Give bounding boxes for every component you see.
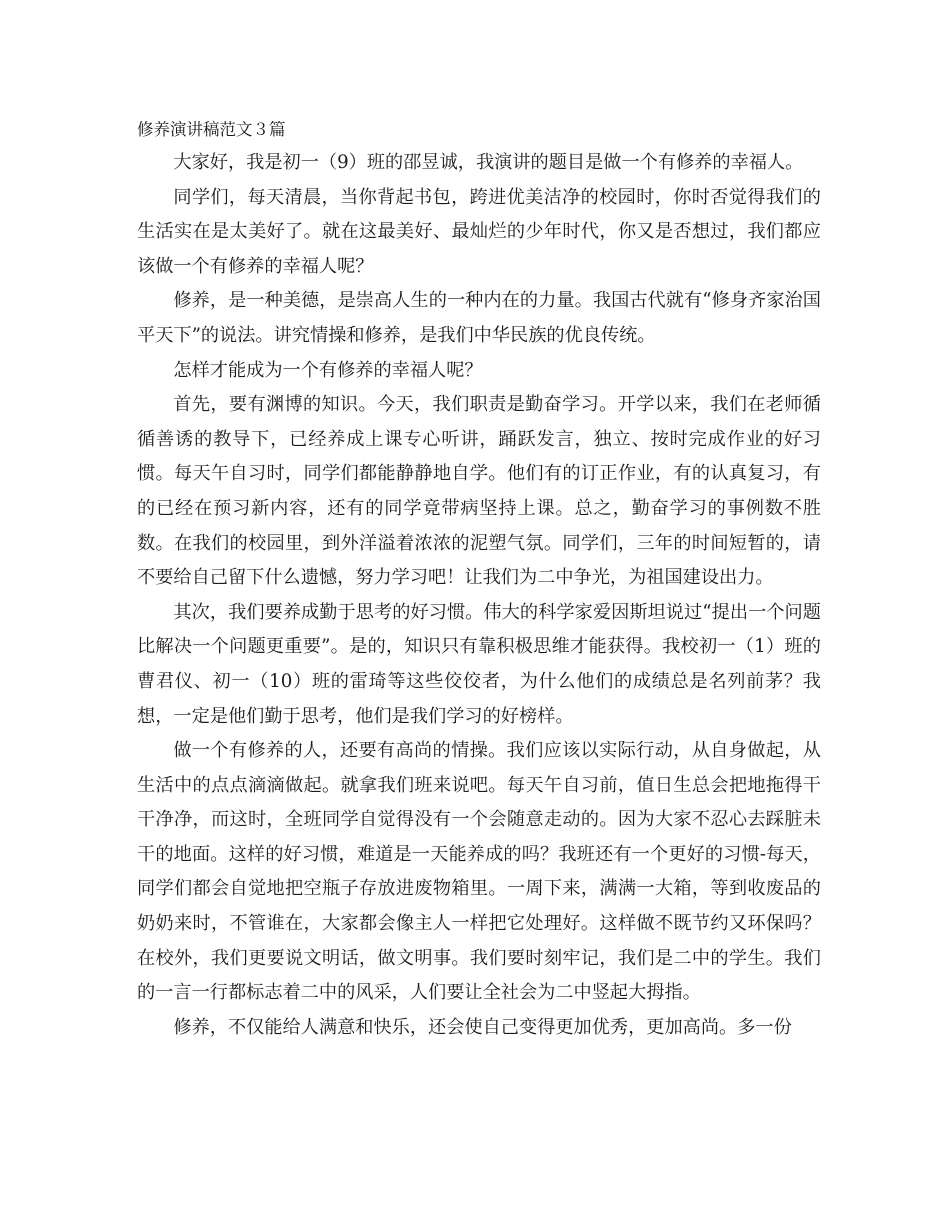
paragraph-greeting: 大家好，我是初一（9）班的邵昱诚，我演讲的题目是做一个有修养的幸福人。 bbox=[173, 152, 804, 173]
paragraph-virtue: 修养，是一种美德，是崇高人生的一种内在的力量。我国古代就有“修身齐家治国平天下”的说法。讲究情操和修养，是我们中华民族的优良传统。 bbox=[137, 290, 821, 346]
paragraph-second-point: 其次，我们要养成勤于思考的好习惯。伟大的科学家爱因斯坦说过“提出一个问题比解决一个问题更重要”。是的，知识只有靠积极思维才能获得。我校初一（1）班的曹君仪、初一（10）班的雷琦等这些佼佼者，为什么他们的成绩总是名列前茅？我想，一定是他们勤于思考，他们是我们学习的好榜样。 bbox=[137, 601, 821, 727]
paragraph-intro: 同学们，每天清晨，当你背起书包，跨进优美洁净的校园时，你时否觉得我们的生活实在是太美好了。就在这最美好、最灿烂的少年时代，你又是否想过，我们都应该做一个有修养的幸福人呢？ bbox=[137, 186, 821, 277]
paragraph-conclusion: 修养，不仅能给人满意和快乐，还会使自己变得更加优秀，更加高尚。多一份 bbox=[173, 1016, 792, 1038]
document-title: 修养演讲稿范文３篇 bbox=[137, 120, 286, 139]
document-body bbox=[137, 146, 821, 1045]
paragraph-first-point: 首先，要有渊博的知识。今天，我们职责是勤奋学习。开学以来，我们在老师循循善诱的教导下，已经养成上课专心听讲，踊跃发言，独立、按时完成作业的好习惯。每天午自习时，同学们都能静静地自学。他们有的订正作业，有的认真复习，有的已经在预习新内容，还有的同学竟带病坚持上课。总之，勤奋学习的事例数不胜数。在我们的校园里，到外洋溢着浓浓的泥塑气氛。同学们，三年的时间短暂的，请不要给自己留下什么遗憾，努力学习吧！让我们为二中争光，为祖国建设出力。 bbox=[137, 394, 821, 589]
paragraph-third-point: 做一个有修养的人，还要有高尚的情操。我们应该以实际行动，从自身做起，从生活中的点点滴滴做起。就拿我们班来说吧。每天午自习前，值日生总会把地拖得干干净净，而这时，全班同学自觉得没有一个会随意走动的。因为大家不忍心去踩脏未干的地面。这样的好习惯，难道是一天能养成的吗？我班还有一个更好的习惯-每天，同学们都会自觉地把空瓶子存放进废物箱里。一周下来，满满一大箱，等到收废品的奶奶来时，不管谁在，大家都会像主人一样把它处理好。这样做不既节约又环保吗？在校外，我们更要说文明话，做文明事。我们要时刻牢记，我们是二中的学生。我们的一言一行都标志着二中的风采，人们要让全社会为二中竖起大拇指。 bbox=[137, 740, 821, 1004]
paragraph-question: 怎样才能成为一个有修养的幸福人呢？ bbox=[173, 359, 483, 381]
